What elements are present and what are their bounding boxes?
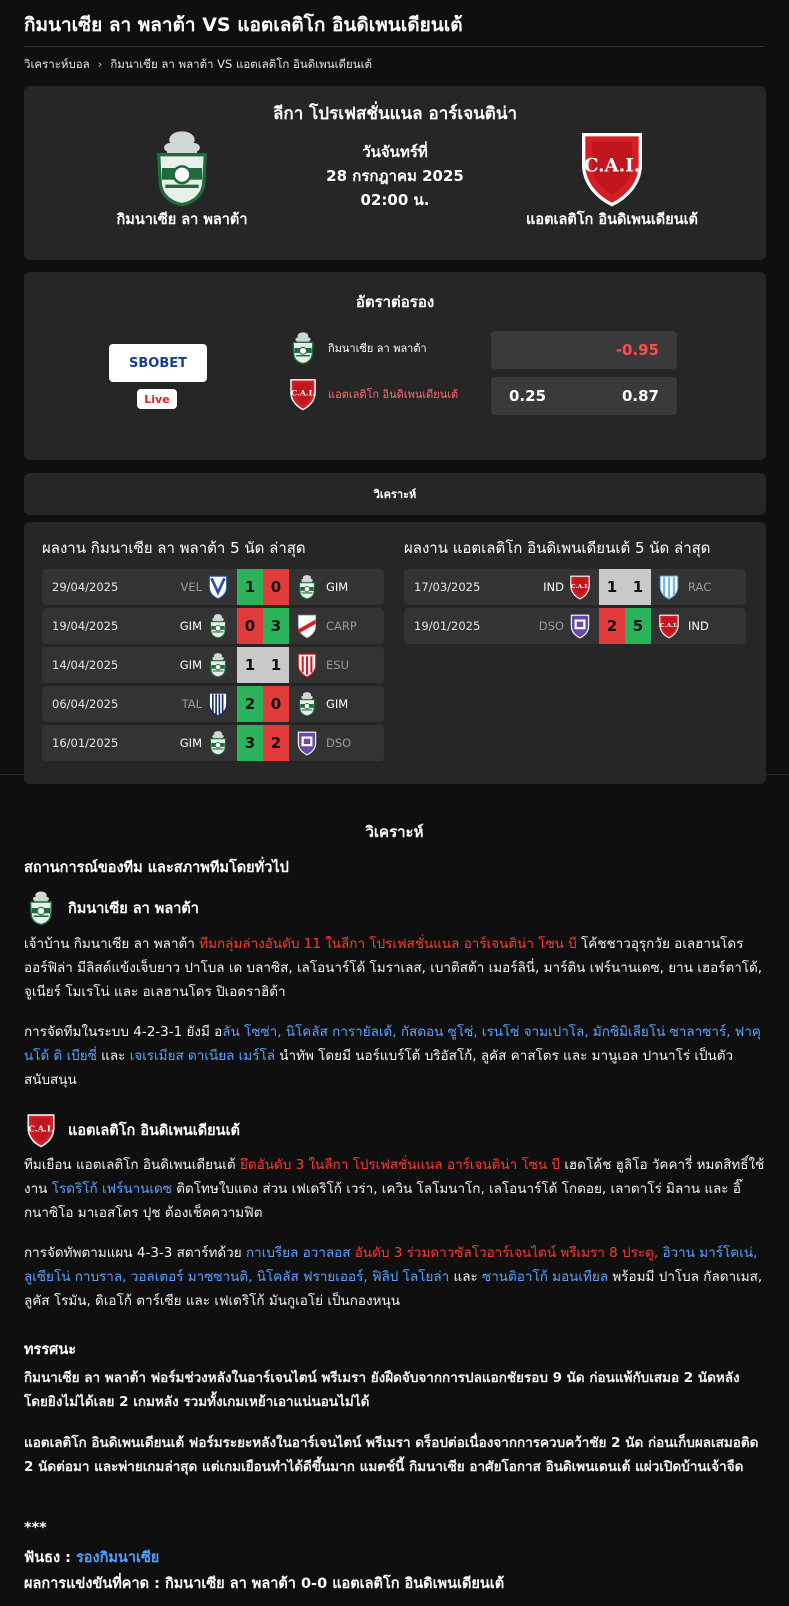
- team2-code: GIM: [326, 580, 349, 594]
- sbobet-logo[interactable]: [109, 344, 207, 382]
- team1-code: TAL: [181, 697, 202, 711]
- team2-crest-icon: [295, 652, 319, 678]
- odds-home-team-name: กิมนาเซีย ลา พลาต้า: [328, 342, 427, 355]
- team1-score: 1: [599, 569, 625, 605]
- page-title: กิมนาเซีย ลา พลาต้า VS แอตเลติโก อินดิเพนเดียนเต้: [24, 14, 463, 36]
- odds-row-away[interactable]: [491, 377, 677, 415]
- prediction-line: [24, 1572, 504, 1595]
- breadcrumb-current: กิมนาเซีย ลา พลาต้า VS แอตเลติโก อินดิเพนเดียนเต้: [110, 57, 373, 71]
- home-paragraph-1: [24, 932, 765, 1004]
- form-match-row[interactable]: [404, 608, 746, 644]
- away-p2-highlight[interactable]: อันดับ 3 ร่วมดาวซัลโวอาร์เจนไตน์ พรีเมรา 8 ประตู,: [350, 1245, 659, 1261]
- team2-score: 0: [263, 569, 289, 605]
- team1-crest-icon: [206, 691, 230, 717]
- away-paragraph-1: [24, 1153, 765, 1225]
- team1-code: GIM: [179, 658, 202, 672]
- home-team-name[interactable]: กิมนาเซีย ลา พลาต้า: [116, 212, 248, 228]
- team2-code: GIM: [326, 697, 349, 711]
- odds-away-team: [286, 376, 458, 412]
- match-time: 02:00 น.: [360, 191, 430, 209]
- team2-crest-icon: [295, 574, 319, 600]
- breadcrumb-link-analysis[interactable]: วิเคราะห์บอล: [24, 57, 90, 71]
- home-team-heading: [24, 890, 199, 926]
- away-p2-text-2: และ: [449, 1269, 483, 1285]
- team1-code: IND: [543, 580, 564, 594]
- away-p1-text-2: เฮดโค้ช ฮูลิโอ วัคคารี่ หมดสิทธิ์ใช้งาน: [24, 1157, 765, 1197]
- home-team-crest-icon: [286, 331, 320, 365]
- pick-value-link[interactable]: รองกิมนาเซีย: [76, 1550, 160, 1566]
- stars-separator: ***: [24, 1520, 47, 1536]
- team1-score: 0: [237, 608, 263, 644]
- away-team-crest-icon: [286, 377, 320, 411]
- team1-score: 3: [237, 725, 263, 761]
- team1-crest-icon: [568, 613, 592, 639]
- home-team-crest-icon: [24, 890, 58, 926]
- odds-home-team: [286, 330, 427, 366]
- team1-crest-icon: [568, 574, 592, 600]
- home-p1-text: เจ้าบ้าน กิมนาเซีย ลา พลาต้า: [24, 936, 200, 952]
- home-paragraph-2: [24, 1020, 765, 1092]
- team2-score: 3: [263, 608, 289, 644]
- match-date: 14/04/2025: [52, 658, 119, 672]
- away-p2-players-link[interactable]: อิวาน มาร์โคเน่, ลูเซียโน่ กาบราล, วอลเตอร์ มาซซานติ, นิโคลัส ฟรายเออร์, ฟิลิป โลโยล่า: [24, 1245, 758, 1285]
- team2-crest-icon: [295, 613, 319, 639]
- team2-score: 0: [263, 686, 289, 722]
- team2-crest-icon: [657, 613, 681, 639]
- team1-score: 2: [599, 608, 625, 644]
- home-team-heading-text: กิมนาเซีย ลา พลาต้า: [68, 900, 199, 917]
- title-divider: [24, 46, 765, 47]
- analysis-tab[interactable]: วิเคราะห์: [24, 473, 766, 515]
- odds-handicap: 0.25: [509, 387, 547, 405]
- form-match-row[interactable]: [404, 569, 746, 605]
- form-match-row[interactable]: [42, 686, 384, 722]
- form-match-row[interactable]: [42, 725, 384, 761]
- odds-card: [24, 272, 766, 460]
- odds-away-team-name: แอตเลติโก อินดิเพนเดียนเต้: [328, 388, 459, 401]
- team2-crest-icon: [295, 730, 319, 756]
- bookmaker-name: SBOBET: [129, 355, 187, 371]
- away-form-heading: ผลงาน แอตเลติโก อินดิเพนเดียนเต้ 5 นัด ล่าสุด: [404, 539, 711, 557]
- match-date: 29/04/2025: [52, 580, 119, 594]
- home-p1-highlight[interactable]: ทีมกลุ่มล่างอันดับ 11 ในลีกา โปรเฟสชั่นแนล อาร์เจนติน่า โซน บี: [199, 936, 577, 952]
- prediction-value: กิมนาเซีย ลา พลาต้า 0-0 แอตเลติโก อินดิเพนเดียนเต้: [164, 1576, 505, 1592]
- away-p2-text: การจัดทัพตามแผน 4-3-3 สตาร์ทด้วย: [24, 1245, 246, 1261]
- away-paragraph-2: [24, 1241, 765, 1313]
- home-p2-text-2: และ: [96, 1048, 130, 1064]
- match-datetime: [295, 140, 495, 212]
- pick-label: ฟันธง :: [24, 1550, 77, 1566]
- match-date: 16/01/2025: [52, 736, 119, 750]
- team2-score: 1: [625, 569, 651, 605]
- away-team-crest-icon: [572, 128, 652, 208]
- pick-line: [24, 1546, 159, 1569]
- team1-crest-icon: [206, 652, 230, 678]
- team2-code: ESU: [326, 658, 349, 672]
- view-heading: ทรรศนะ: [24, 1342, 77, 1358]
- team2-crest-icon: [657, 574, 681, 600]
- away-p1-text-3: ติดโทษใบแดง ส่วน เฟเดริโก้ เวร่า, เควิน โลโมนาโก, เลโอนาร์โด้ โกดอย, เลาตาโร่ มิลาน และ อิ๊กนาซิโอ มาเอสโตร ปุช ต้องเช็คความฟิต: [24, 1181, 741, 1221]
- home-team-crest-icon: [142, 128, 222, 208]
- away-p2-player-link-2[interactable]: ซานติอาโก้ มอนเทียล: [482, 1269, 609, 1285]
- home-form-column: [42, 536, 384, 761]
- home-p2-players-link[interactable]: ลัน โซซ่า, นิโคลัส การายัลเด้, กัสตอน ซูโซ่, เรนโซ่ จามเปาโล, มักซิมิเลียโน่ ซาลาซาร์, ฟาคุนโด้ ดิ เบียซี่: [24, 1024, 761, 1064]
- away-p2-player-link[interactable]: กาเบรียล อวาลอส: [245, 1245, 351, 1261]
- match-date: 17/03/2025: [414, 580, 481, 594]
- article-title: วิเคราะห์: [365, 823, 424, 841]
- team1-code: GIM: [179, 619, 202, 633]
- article-divider: [0, 774, 789, 775]
- away-p2-text-3: พร้อมมี ปาโบล กัลดาเมส, ลูคัส โรมัน, ดิเอโก้ ตาร์เซีย และ เฟเดริโก้ มันกูเอโย่ เป็นกองหนุน: [24, 1269, 763, 1309]
- odds-row-home[interactable]: [491, 331, 677, 369]
- team1-crest-icon: [206, 730, 230, 756]
- team2-score: 2: [263, 725, 289, 761]
- match-date: 19/01/2025: [414, 619, 481, 633]
- home-form-heading: ผลงาน กิมนาเซีย ลา พลาต้า 5 นัด ล่าสุด: [42, 539, 306, 557]
- team1-code: GIM: [179, 736, 202, 750]
- home-p1-text-2: โค้ชชาวอุรุกวัย อเลฮานโดร ออร์ฟิล่า มีลิสต์แข้งเจ็บยาว ปาโบล เด บลาซิส, เลโอนาร์โด้ โมราเลส, เบาติสต้า เมอร์ลินี่, มาร์ติน เฟร์นานเดซ, ยาน เฮอร์ตาโด้, จูเนียร์ โมเรโน่ และ อเลฮานโดร ปิเอดราฮิต้า: [24, 936, 763, 1000]
- section-heading: สถานการณ์ของทีม และสภาพทีมโดยทั่วไป: [24, 860, 289, 876]
- match-date: 06/04/2025: [52, 697, 119, 711]
- home-p2-text-3: นำทัพ โดยมี นอร์แบร์โต้ บริอัสโก้, ลูคัส คาสโตร และ มานูเอล ปานาโร่ เป็นตัวสนับสนุน: [24, 1048, 734, 1088]
- team1-crest-icon: [206, 613, 230, 639]
- view-paragraph-1: กิมนาเซีย ลา พลาต้า ฟอร์มช่วงหลังในอาร์เจนไตน์ พรีเมรา ยังฝืดจับจากการปลแอกชัยรอบ 9 นัด ก่อนแพ้กับเสมอ 2 นัดหลัง โดยยิงไม่ได้เลย 2 เกมหลัง รวมทั้งเกมเหย้าเอาแน่นอนไม่ได้: [24, 1370, 740, 1410]
- form-match-row[interactable]: [42, 569, 384, 605]
- away-team-name[interactable]: แอตเลติโก อินดิเพนเดียนเต้: [526, 212, 698, 228]
- team1-score: 1: [237, 647, 263, 683]
- team1-crest-icon: [206, 574, 230, 600]
- live-badge: Live: [137, 389, 177, 409]
- away-p1-text: ทีมเยือน แอตเลติโก อินดิเพนเดียนเต้: [24, 1157, 240, 1173]
- match-date: 28 กรกฎาคม 2025: [326, 167, 464, 185]
- team1-score: 1: [237, 569, 263, 605]
- odds-home-price: -0.95: [615, 341, 659, 359]
- form-match-row[interactable]: [42, 647, 384, 683]
- view-paragraph-2: แอตเลติโก อินดิเพนเดียนเต้ ฟอร์มระยะหลังในอาร์เจนไตน์ พรีเมรา ดร็อปต่อเนื่องจากการควบคว้าชัย 2 นัด ก่อนเก็บผลเสมอติด 2 นัดต่อมา และพ่ายเกมล่าสุด แต่เกมเยือนทำได้ดีขึ้นมาก แมตช์นี้ กิมนาเซีย อาศัยโอกาส อินดิเพนเดนเต้ แผ่วเปิดบ้านเจ้าจืด: [24, 1435, 759, 1475]
- team2-score: 1: [263, 647, 289, 683]
- home-p2-text: การจัดทีมในระบบ 4-2-3-1 ยังมี อ: [24, 1024, 223, 1040]
- match-date: 19/04/2025: [52, 619, 119, 633]
- form-match-row[interactable]: [42, 608, 384, 644]
- away-team-heading: [24, 1112, 240, 1148]
- team1-score: 2: [237, 686, 263, 722]
- team1-code: VEL: [180, 580, 202, 594]
- team1-code: DSO: [538, 619, 564, 633]
- away-p1-player-link[interactable]: โรดริโก้ เฟร์นานเดซ: [51, 1181, 172, 1197]
- match-day: วันจันทร์ที่: [362, 143, 428, 161]
- team2-code: IND: [688, 619, 709, 633]
- team2-crest-icon: [295, 691, 319, 717]
- match-card: [24, 86, 766, 260]
- away-form-column: [404, 536, 746, 644]
- team2-code: RAC: [688, 580, 712, 594]
- league-name: ลีกา โปรเฟสชั่นแนล อาร์เจนติน่า: [272, 104, 517, 124]
- team2-code: DSO: [326, 736, 352, 750]
- away-team-heading-text: แอตเลติโก อินดิเพนเดียนเต้: [68, 1122, 240, 1139]
- home-p2-player-link[interactable]: เจเรเมียส ดาเนียล เมร์โล่: [129, 1048, 275, 1064]
- recent-form-card: [24, 522, 766, 784]
- prediction-label: ผลการแข่งขันที่คาด :: [24, 1576, 165, 1592]
- away-p1-highlight[interactable]: ยึดอันดับ 3 ในลีกา โปรเฟสชั่นแนล อาร์เจนติน่า โซน บี: [239, 1157, 561, 1173]
- team2-code: CARP: [326, 619, 357, 633]
- team2-score: 5: [625, 608, 651, 644]
- away-team-crest-icon: [24, 1112, 58, 1148]
- breadcrumb-separator: ›: [97, 57, 103, 71]
- odds-away-price: 0.87: [621, 387, 659, 405]
- odds-title: อัตราต่อรอง: [355, 293, 435, 311]
- breadcrumb: [24, 56, 372, 74]
